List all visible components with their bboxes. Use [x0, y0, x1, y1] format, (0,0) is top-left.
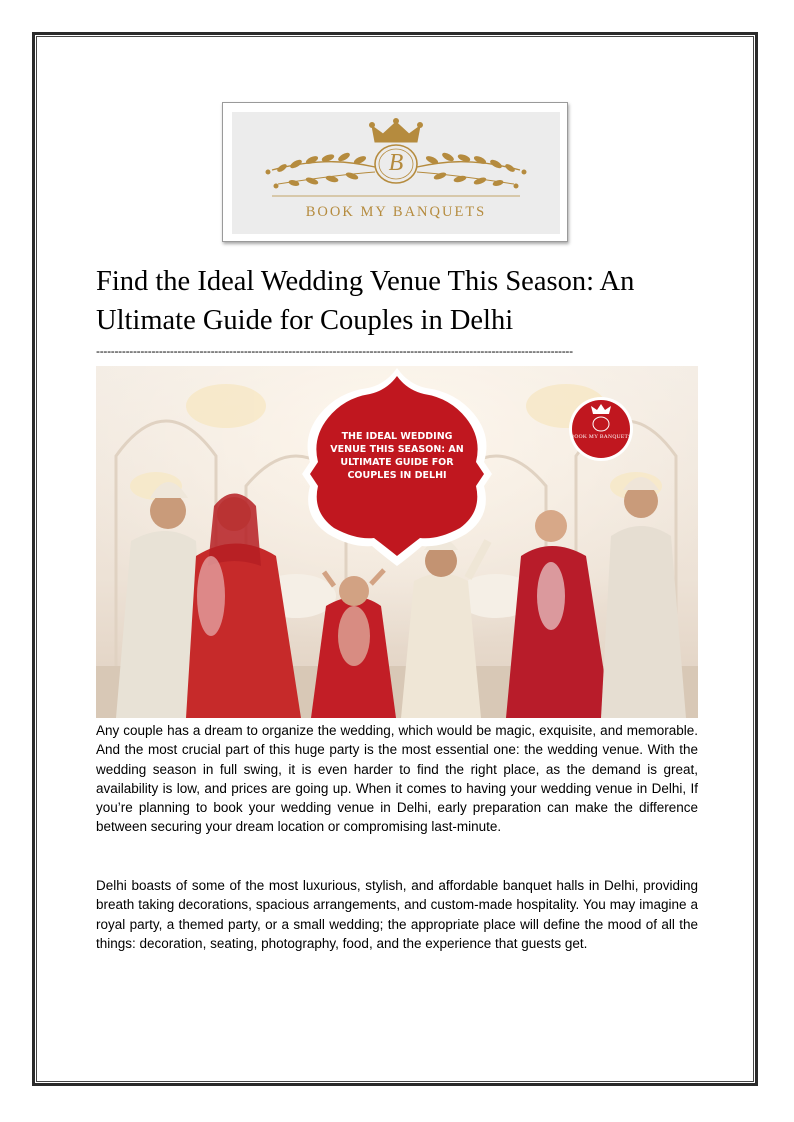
hero-image	[96, 366, 698, 718]
hero-badge-text: THE IDEAL WEDDING VENUE THIS SEASON: AN ULTIMATE GUIDE FOR COUPLES IN DELHI	[330, 431, 464, 481]
brand-logo	[222, 102, 568, 242]
corner-logo-badge	[569, 397, 633, 461]
corner-logo-text: BOOK MY BANQUETS	[570, 434, 632, 440]
title-divider: ---------------------------------------------------------------------------------------------------------------------------------	[96, 344, 573, 358]
page-title: Find the Ideal Wedding Venue This Season: An Ultimate Guide for Couples in Delhi	[96, 266, 635, 336]
wedding-couples-illustration	[96, 366, 698, 718]
logo-brand-text: BOOK MY BANQUETS	[305, 204, 487, 220]
body-paragraph-1: Any couple has a dream to organize the wedding, which would be magic, exquisite, and memorable. And the most crucial part of this huge party is the most essential one: the wedding venue. With the wedding season in full swing, it is even harder to find the right place, as the demand is great, availability is low, and prices are going up. When it comes to having your wedding venue in Delhi, If you’re planning to book your wedding venue in Delhi, early preparation can make the difference between securing your dream location or compromising last-minute.	[96, 723, 698, 835]
logo-background	[232, 112, 560, 234]
body-paragraph-2: Delhi boasts of some of the most luxurious, stylish, and affordable banquet halls in Delhi, providing breath taking decorations, spacious arrangements, and custom-made hospitality. You may imagine a royal party, a themed party, or a small wedding; the appropriate place will define the mood of all the things: decoration, seating, photography, food, and the experience that guests get.	[96, 878, 698, 951]
logo-monogram: B	[388, 150, 404, 176]
